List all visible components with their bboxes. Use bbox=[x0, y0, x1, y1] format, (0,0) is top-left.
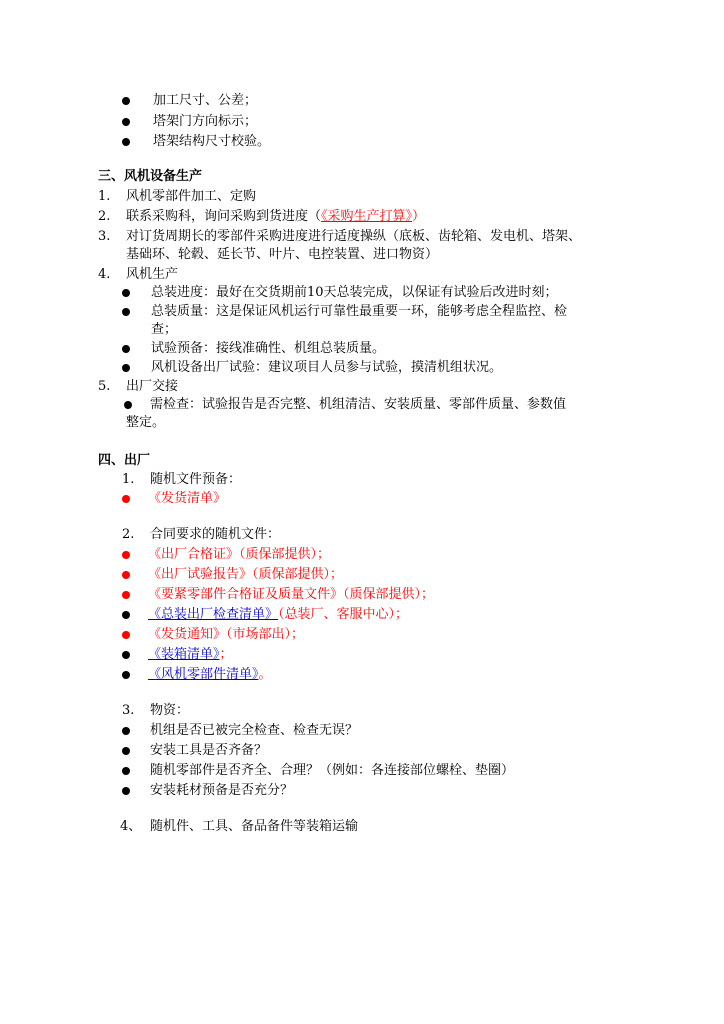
doc-name: 《出厂合格证》 bbox=[148, 547, 240, 562]
g2-item-6 bbox=[148, 646, 233, 664]
item-number: 3. bbox=[122, 703, 135, 718]
bullet-icon bbox=[122, 138, 130, 146]
doc-name: 《出厂试验报告》 bbox=[148, 567, 253, 582]
bullet-icon bbox=[124, 401, 132, 409]
item-number: 4、 bbox=[120, 819, 142, 834]
bullet-icon bbox=[122, 787, 130, 795]
sub4-item-2-cont: 查； bbox=[151, 322, 178, 337]
g2-item-2 bbox=[148, 566, 343, 584]
bullet-icon bbox=[122, 591, 130, 599]
g2-item-1 bbox=[148, 546, 330, 564]
bullet-icon bbox=[122, 495, 130, 503]
top-bullet-3: 塔架结构尺寸校验。 bbox=[153, 134, 271, 149]
bullet-icon bbox=[122, 671, 130, 679]
sub5-line2: 整定。 bbox=[126, 415, 166, 430]
bullet-icon bbox=[122, 747, 130, 755]
doc-source: （质保部提供）； bbox=[252, 567, 344, 582]
item-number: 2. bbox=[98, 209, 111, 224]
g2-item-3 bbox=[148, 586, 434, 604]
item-number: 1. bbox=[122, 472, 135, 487]
item-number: 1. bbox=[98, 189, 111, 204]
section-3-title: 三、风机设备生产 bbox=[98, 169, 203, 184]
sec3-item-2 bbox=[126, 208, 425, 226]
bullet-icon bbox=[122, 767, 130, 775]
sec3-item-5: 出厂交接 bbox=[126, 379, 179, 394]
sec3-item-2-text-a: 联系采购科，询问采购到货进度（ bbox=[126, 209, 322, 224]
doc-name: 《要紧零部件合格证及质量文件》 bbox=[148, 587, 344, 602]
bullet-icon bbox=[122, 571, 130, 579]
bullet-icon bbox=[122, 364, 130, 372]
bullet-icon bbox=[122, 727, 130, 735]
bullet-icon bbox=[122, 345, 130, 353]
doc-name: 《发货通知》 bbox=[148, 627, 227, 642]
sec3-item-1: 风机零部件加工、定购 bbox=[126, 189, 257, 204]
doc-source: ； bbox=[219, 647, 233, 662]
doc-source: （质保部提供）； bbox=[343, 587, 435, 602]
doc-source: （总装厂、客服中心）； bbox=[278, 607, 409, 622]
bullet-icon bbox=[122, 631, 130, 639]
g2-item-5 bbox=[148, 626, 304, 644]
g3-item-4: 安装耗材预备是否充分？ bbox=[150, 783, 294, 798]
g2-item-4 bbox=[148, 606, 408, 624]
bullet-icon bbox=[122, 118, 130, 126]
sub4-item-1: 总装进度：最好在交货期前10天总装完成，以保证有试验后改进时刻； bbox=[151, 285, 558, 300]
parts-list-link[interactable]: 《风机零部件清单》 bbox=[148, 667, 259, 682]
item-number: 5. bbox=[98, 379, 111, 394]
sub4-item-3: 试验预备：接线准确性、机组总装质量。 bbox=[151, 341, 386, 356]
g3-item-3: 随机零部件是否齐全、合理？（例如：各连接部位螺栓、垫圈） bbox=[150, 763, 515, 778]
bullet-icon bbox=[122, 97, 130, 105]
doc-source: （质保部提供）； bbox=[239, 547, 331, 562]
packing-list-link[interactable]: 《装箱清单》 bbox=[148, 647, 220, 662]
g2-title: 合同要求的随机文件： bbox=[150, 527, 281, 542]
sub4-item-2: 总装质量：这是保证风机运行可靠性最重要一环，能够考虑全程监控、检 bbox=[151, 304, 568, 319]
bullet-icon bbox=[122, 651, 130, 659]
bullet-icon bbox=[122, 611, 130, 619]
g2-item-7 bbox=[148, 666, 272, 684]
item-number: 4. bbox=[98, 267, 111, 282]
g1-title: 随机文件预备： bbox=[150, 472, 242, 487]
g3-item-2: 安装工具是否齐备？ bbox=[150, 743, 268, 758]
sec3-item-3-line1: 对订货周期长的零部件采购进度进行适度操纵（底板、齿轮箱、发电机、塔架、 bbox=[126, 229, 582, 244]
sec3-item-3-line2: 基础环、轮毂、延长节、叶片、电控装置、进口物资） bbox=[126, 247, 439, 262]
bullet-icon bbox=[122, 308, 130, 316]
sub5-line1: 需检查：试验报告是否完整、机组清洁、安装质量、零部件质量、参数值 bbox=[150, 397, 567, 412]
delivery-list: 《发货清单》 bbox=[148, 491, 227, 506]
sub4-item-4: 风机设备出厂试验：建议项目人员参与试验，摸清机组状况。 bbox=[151, 360, 503, 375]
sec3-item-4: 风机生产 bbox=[126, 267, 179, 282]
bullet-icon bbox=[122, 551, 130, 559]
procurement-plan-link[interactable]: 《采购生产打算》 bbox=[321, 209, 413, 224]
top-bullet-2: 塔架门方向标示； bbox=[153, 114, 258, 129]
top-bullet-1: 加工尺寸、公差； bbox=[153, 93, 258, 108]
bullet-icon bbox=[122, 289, 130, 297]
doc-source: （市场部出）； bbox=[226, 627, 305, 642]
g4-title: 随机件、工具、备品备件等装箱运输 bbox=[150, 819, 359, 834]
item-number: 3. bbox=[98, 229, 111, 244]
sec3-item-2-text-b: ） bbox=[412, 209, 426, 224]
section-4-title: 四、出厂 bbox=[98, 453, 151, 468]
g3-item-1: 机组是否已被完全检查、检查无误？ bbox=[150, 723, 359, 738]
doc-source: 。 bbox=[258, 667, 272, 682]
assembly-checklist-link[interactable]: 《总装出厂检查清单》 bbox=[148, 607, 279, 622]
g3-title: 物资： bbox=[150, 703, 190, 718]
item-number: 2. bbox=[122, 527, 135, 542]
